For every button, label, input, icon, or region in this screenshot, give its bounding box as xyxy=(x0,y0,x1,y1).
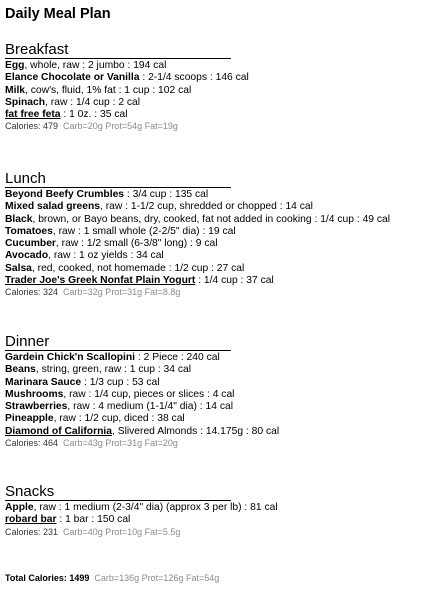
section-heading: Breakfast xyxy=(5,41,231,59)
page-title: Daily Meal Plan xyxy=(5,6,111,22)
food-name-link[interactable]: robard bar xyxy=(5,514,57,526)
food-name: Mixed salad greens xyxy=(5,201,100,213)
food-item xyxy=(5,263,421,275)
section-calories: Calories: 231 xyxy=(5,526,59,537)
section-dinner xyxy=(5,333,421,449)
food-name: Black xyxy=(5,213,33,225)
section-macros: Carb=40g Prot=10g Fat=5.5g xyxy=(63,526,181,537)
food-item xyxy=(5,201,421,213)
food-list xyxy=(5,352,421,438)
food-detail: , raw : 1 oz yields : 34 cal xyxy=(48,250,164,262)
section-totals xyxy=(5,527,421,538)
section-macros: Carb=32g Prot=31g Fat=8.8g xyxy=(63,287,181,298)
food-name: Gardein Chick'n Scallopini xyxy=(5,352,136,363)
food-detail: , raw : 1/4 cup : 2 cal xyxy=(45,96,141,108)
food-detail: , raw : 4 medium (1-1/4" dia) : 14 cal xyxy=(67,401,234,413)
food-item xyxy=(5,109,421,121)
section-heading: Lunch xyxy=(5,170,231,188)
food-item xyxy=(5,189,421,201)
grand-total xyxy=(5,573,219,583)
food-name: Elance Chocolate or Vanilla xyxy=(5,72,140,84)
food-name: Milk xyxy=(5,84,26,96)
food-list xyxy=(5,60,421,121)
food-item xyxy=(5,364,421,376)
food-item xyxy=(5,352,421,364)
food-item xyxy=(5,72,421,84)
food-detail: , raw : 1/2 small (6-3/8" long) : 9 cal xyxy=(55,238,218,250)
food-detail: : 3/4 cup : 135 cal xyxy=(124,189,209,200)
section-breakfast xyxy=(5,41,421,132)
total-macros: Carb=136g Prot=126g Fat=54g xyxy=(94,573,220,583)
section-heading: Dinner xyxy=(5,333,231,351)
section-calories: Calories: 324 xyxy=(5,287,59,298)
food-detail: , Slivered Almonds : 14.175g : 80 cal xyxy=(111,425,280,437)
food-name: Avocado xyxy=(5,250,49,262)
food-name: Tomatoes xyxy=(5,225,53,237)
food-name: Spinach xyxy=(5,96,46,108)
food-detail: , raw : 1-1/2 cup, shredded or chopped : 14 cal xyxy=(100,201,313,213)
food-name: Strawberries xyxy=(5,401,68,413)
section-totals xyxy=(5,438,421,449)
section-totals xyxy=(5,287,421,298)
food-item xyxy=(5,389,421,401)
food-item xyxy=(5,226,421,238)
food-name-link[interactable]: fat free feta xyxy=(5,109,61,121)
food-detail: , red, cooked, not homemade : 1/2 cup : 27 cal xyxy=(31,262,245,274)
food-name: Beans xyxy=(5,364,36,376)
food-detail: , raw : 1 medium (2-3/4" dia) (approx 3 per lb) : 81 cal xyxy=(33,502,278,513)
total-calories: Total Calories: 1499 xyxy=(5,573,90,583)
food-name: Marinara Sauce xyxy=(5,376,82,388)
food-detail: : 2-1/4 scoops : 146 cal xyxy=(139,72,249,84)
food-detail: : 1 bar : 150 cal xyxy=(56,514,131,526)
food-item xyxy=(5,214,421,226)
food-item xyxy=(5,413,421,425)
food-item xyxy=(5,85,421,97)
food-detail: , raw : 1/4 cup, pieces or slices : 4 cal xyxy=(63,388,235,400)
food-detail: : 1/4 cup : 37 cal xyxy=(195,275,274,287)
food-name-link[interactable]: Trader Joe's Greek Nonfat Plain Yogurt xyxy=(5,275,196,287)
food-item xyxy=(5,426,421,438)
food-detail: , brown, or Bayo beans, dry, cooked, fat not added in cooking : 1/4 cup : 49 cal xyxy=(32,213,391,225)
food-detail: : 1 0z. : 35 cal xyxy=(60,109,128,121)
food-detail: , cow's, fluid, 1% fat : 1 cup : 102 cal xyxy=(25,84,192,96)
food-name: Beyond Beefy Crumbles xyxy=(5,189,125,200)
food-name: Pineapple xyxy=(5,413,54,425)
food-name-link[interactable]: Diamond of California xyxy=(5,425,112,437)
food-item xyxy=(5,275,421,287)
food-name: Egg xyxy=(5,60,25,71)
food-name: Cucumber xyxy=(5,238,56,250)
food-detail: : 2 Piece : 240 cal xyxy=(135,352,220,363)
food-item xyxy=(5,502,421,514)
section-macros: Carb=20g Prot=54g Fat=19g xyxy=(63,121,178,132)
food-name: Salsa xyxy=(5,262,32,274)
food-detail: , raw : 1/2 cup, diced : 38 cal xyxy=(53,413,185,425)
food-item xyxy=(5,97,421,109)
food-name: Apple xyxy=(5,502,34,513)
section-macros: Carb=43g Prot=31g Fat=20g xyxy=(63,438,178,449)
section-snacks xyxy=(5,483,421,538)
food-list xyxy=(5,189,421,287)
food-item xyxy=(5,377,421,389)
food-detail: : 1/3 cup : 53 cal xyxy=(81,376,160,388)
section-totals xyxy=(5,121,421,132)
food-item xyxy=(5,238,421,250)
section-heading: Snacks xyxy=(5,483,231,501)
section-calories: Calories: 479 xyxy=(5,121,59,132)
food-detail: , raw : 1 small whole (2-2/5" dia) : 19 cal xyxy=(52,225,236,237)
section-lunch xyxy=(5,170,421,298)
section-calories: Calories: 464 xyxy=(5,438,59,449)
food-item xyxy=(5,514,421,526)
food-name: Mushrooms xyxy=(5,388,64,400)
food-item xyxy=(5,250,421,262)
food-detail: , string, green, raw : 1 cup : 34 cal xyxy=(35,364,192,376)
food-detail: , whole, raw : 2 jumbo : 194 cal xyxy=(24,60,167,71)
food-item xyxy=(5,401,421,413)
food-item xyxy=(5,60,421,72)
food-list xyxy=(5,502,421,527)
